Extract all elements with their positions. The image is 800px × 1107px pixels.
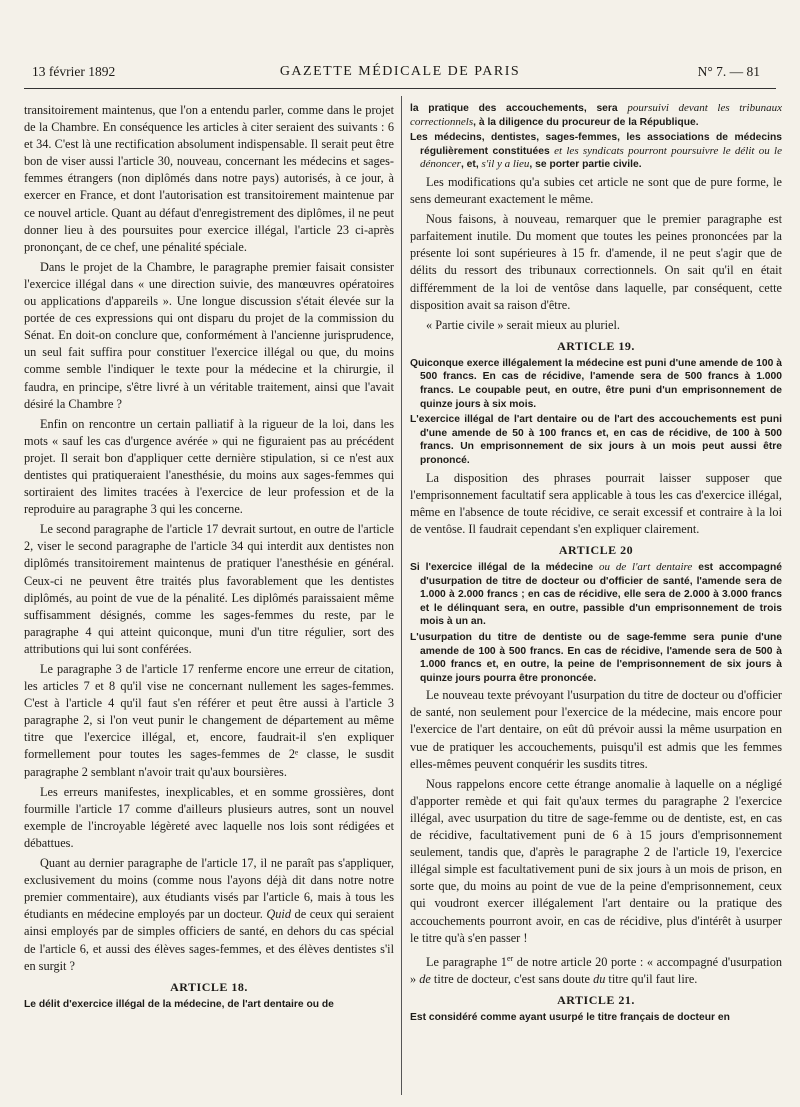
paragraph: transitoirement maintenus, que l'on a entendu parler, comme dans le projet de la Chambre. En conséquence les articles à citer seraient des suivants : 6 et 34. C'est là une rectification absolument indispensable. Il serait peut être bon de viser aussi l'article 30, nouveau, concernant les médecins et sages-femmes étrangers (non diplômés dans notre pays) autorisés, à ce jour, à exercer en France, et dont l'autorisation est transitoirement maintenue par ce nouvel article. Quant au défaut d'enregistrement des diplômes, il ne peut donner lieu à des poursuites pour exercice illégal, l'article 23 ci-après prononçant, de ce chef, une pénalité spéciale. — [24, 103, 394, 254]
law-text: Quiconque exerce illégalement la médecine est puni d'une amende de 100 à 500 francs. En cas de récidive, l'amende sera de 500 francs à 1.000 francs. Le coupable peut, en outre, être puni d'un emprisonnement de quinze jours à six mois. — [410, 357, 782, 410]
left-column — [24, 102, 394, 1107]
text-run: Les médecins, dentistes, sages-femmes, les associations de médecins régulièrement constituées — [410, 132, 782, 157]
law-text: Le délit d'exercice illégal de la médecine, de l'art dentaire ou de — [24, 998, 334, 1010]
superscript: er — [506, 953, 514, 963]
paragraph: Le paragraphe 3 de l'article 17 renferme encore une erreur de citation, les articles 7 et 8 qu'il vise ne concernant nullement les sages-femmes. C'est à l'article 4 qu'il faut s'en référer et peut être aussi à l'article 3 paragraphe 2, si l'on veut punir le changement de département au même titre que l'exercice illégal, et, encore, faudrait-il s'en expliquer formellement pour toutes les sages-femmes de 2ᵉ classe, le susdit paragraphe 2 semblant n'avoir trait qu'aux boursières. — [24, 662, 394, 779]
paragraph: Les erreurs manifestes, inexplicables, et en somme grossières, dont fourmille l'article 17 comme d'ailleurs plusieurs autres, sont un nouvel exemple de l'incroyable légèreté avec laquelle nos lois sont rédigées et débattues. — [24, 784, 394, 850]
text-run: titre de docteur, c'est sans doute — [430, 971, 594, 986]
paragraph: « Partie civile » serait mieux au pluriel. — [426, 317, 620, 332]
article-18-heading: ARTICLE 18. — [170, 979, 248, 994]
paragraph: Dans le projet de la Chambre, le paragraphe premier faisait consister l'exercice illégal dans « une direction suivie, des manœuvres opératoires ou applications d'appareils ». Une longue discussion s'était élevée sur la portée de ces expressions qui ont disparu du projet de la commission du Sénat. En doit-on conclure que, conformément à l'ancienne jurisprudence, un seul fait suffira pour constituer l'exercice illégal ou que, du moins comme semble l'indiquer le texte pour la médecine et la chirurgie, il faudra, en principe, s'être livré à un véritable traitement, ainsi que l'avait désiré la Chambre ? — [24, 259, 394, 411]
paragraph — [410, 950, 782, 988]
paragraph: Le nouveau texte prévoyant l'usurpation du titre de docteur ou d'officier de santé, non seulement pour l'exercice de la médecine, mais encore pour l'exercice de l'art dentaire, on eût dû prévoir aussi la même usurpation en vue de pratiquer les accouchements, puisqu'il est admis que les femmes elles-mêmes peuvent conquérir les susdits titres. — [410, 688, 782, 771]
paragraph — [24, 855, 394, 975]
header-rule — [24, 88, 776, 89]
column-divider — [401, 96, 402, 1095]
text-run: , et, — [460, 159, 482, 171]
right-column — [410, 102, 782, 1107]
law-text: L'exercice illégal de l'art dentaire ou de l'art des accouchements est puni d'une amende de 50 à 100 francs et, en cas de récidive, de 100 à 500 francs. Un emprisonnement de six jours à un mois peut aussi être prononcé. — [410, 414, 782, 466]
issue-page-number: N° 7. — 81 — [697, 64, 760, 79]
journal-title: GAZETTE MÉDICALE DE PARIS — [279, 64, 521, 79]
text-run: Si l'exercice illégal de la médecine — [410, 561, 600, 573]
article-21-heading: ARTICLE 21. — [557, 992, 635, 1007]
page-header — [0, 0, 800, 98]
italic-run: du — [593, 971, 606, 986]
paragraph: La disposition des phrases pourrait laisser supposer que l'emprisonnement facultatif sera applicable à tous les cas d'exercice illégal, même en l'absence de toute récidive, ce serait excessif et contraire à la loi de ventôse. Il faudrait cependant s'en expliquer clairement. — [410, 470, 782, 536]
text-run: la pratique des accouchements, sera — [410, 103, 628, 114]
law-text — [410, 131, 782, 172]
article-20-heading: ARTICLE 20 — [558, 542, 634, 557]
text-run: titre qu'il faut lire. — [605, 971, 698, 986]
law-text — [410, 102, 782, 129]
text-run: , se porter partie civile. — [529, 159, 642, 171]
paragraph: Les modifications qu'a subies cet article ne sont que de pure forme, le sens demeurant exactement le même. — [410, 174, 782, 207]
text-run: est accompagné d'usurpation de titre de docteur ou d'officier de santé, l'amende sera de 1.000 à 2.000 francs ; en cas de récidive, elle sera de 2.000 à 3.000 francs et le délinquant sera, en outre, passible d'un emprisonnement de trois mois à un an. — [420, 561, 782, 628]
italic-run: s'il y a lieu — [481, 158, 530, 171]
text-run: Quant au dernier paragraphe de l'article 17, il ne paraît pas s'appliquer, exclusivement du moins (comme nous l'ayons déjà dit dans notre notre premier commentaire), aux étudiants visés par l'article 6, mais à tous les étudiants en médecine employés par un docteur. — [24, 856, 394, 922]
issue-date: 13 février 1892 — [32, 64, 116, 79]
article-19-heading: ARTICLE 19. — [557, 338, 635, 353]
text-run: , à la diligence du procureur de la République. — [473, 116, 699, 128]
text-run: de ceux qui seraient ainsi employés par de simples officiers de santé, en dehors du cas spécial de l'article 6, et aussi des élèves sages-femmes, et des élèves dentistes s'il en surgit ? — [24, 907, 394, 973]
paragraph: Le second paragraphe de l'article 17 devrait surtout, en outre de l'article 2, viser le second paragraphe de l'article 34 qui interdit aux dentistes non diplômés transitoirement maintenus de pratiquer l'anesthésie en général. Ceux-ci ne peuvent être traités plus favorablement que les dentistes diplômés, au point de vue de la pénalité. Les diplômés paraissaient même suffisamment désignés, comme les sages-femmes du reste, par le paragraphe 4 qui atteint quiconque, muni d'un titre régulier, sort des attributions qui lui sont conférées. — [24, 522, 394, 656]
italic-run: Quid — [266, 907, 291, 922]
italic-run: ou de l'art dentaire — [599, 560, 693, 573]
text-run: Le paragraphe 1 — [426, 954, 507, 969]
paragraph: Nous faisons, à nouveau, remarquer que le premier paragraphe est parfaitement inutile. Du moment que toutes les peines prononcées par la présente loi sont supérieures à 15 fr. d'amende, il ne peut s'agir que de délits du ressort des tribunaux correctionnels. On sait qu'il en était différemment de la loi de ventôse dans laquelle, par conséquent, cette disposition avait sa raison d'être. — [410, 212, 782, 312]
italic-run: de — [419, 971, 431, 986]
text-run: de notre article 20 porte : « accompagné d'usurpation » — [410, 954, 782, 986]
law-text: L'usurpation du titre de dentiste ou de sage-femme sera punie d'une amende de 100 à 500 francs. En cas de récidive, l'amende sera de 500 à 1.000 francs et, en outre, la peine de l'emprisonnement de six jours à quinze jours pourra être prononcée. — [410, 631, 782, 684]
italic-run: poursuivi devant les tribunaux correctionnels — [410, 102, 782, 128]
paragraph: Nous rappelons encore cette étrange anomalie à laquelle on a négligé d'apporter remède et qui fait qu'aux termes du paragraphe 2 l'exercice illégal, avec usurpation du titre de sage-femme ou de dentiste, est, en cas de récidive, facultativement puni de 6 à 15 jours d'emprisonnement seulement, tandis que, d'après le paragraphe 2 de l'article 19, l'exercice illégal simple est facultativement puni de six jours à un mois de prison, en sorte que, du moins au point de vue de la peine d'emprisonnement, ceux qui voudront exercer illégalement l'art dentaire ou la pratique des accouchements pourront avoir, en cas de récidive, plus d'intérêt à usurper le titre qu'à s'en passer ! — [410, 776, 782, 945]
law-text: Est considéré comme ayant usurpé le titre français de docteur en — [410, 1011, 730, 1023]
law-text — [410, 561, 782, 629]
italic-run: et les syndicats pourront poursuivre le délit ou le dénoncer — [420, 144, 782, 171]
paragraph: Enfin on rencontre un certain palliatif à la rigueur de la loi, dans les mots « sauf les cas d'urgence avérée » qui ne figuraient pas au précédent projet. Il serait bon d'appliquer cette dernière stipulation, si ce n'est aux dentistes qui pratiqueraient l'anesthésie, du moins aux sages-femmes qui sortiraient des limites tracées à l'exercice de leur profession et de la reproduire au paragraphe 3 qui les concerne. — [24, 416, 394, 517]
